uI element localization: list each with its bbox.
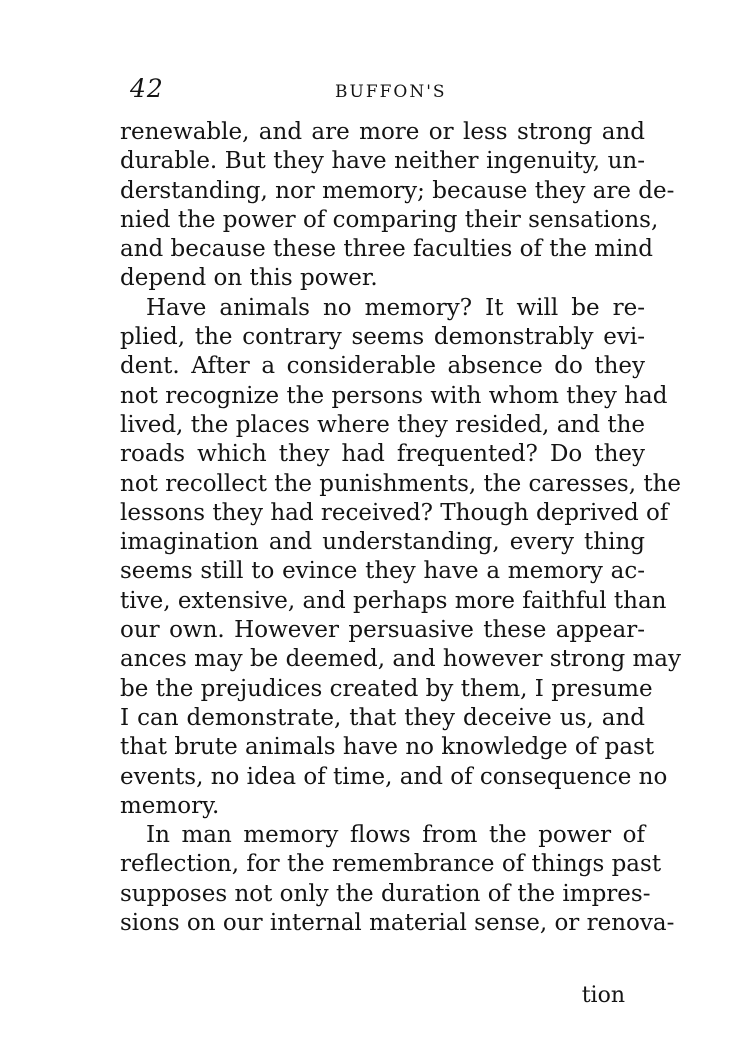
text-line: seems still to evince they have a memory ac- xyxy=(120,558,645,585)
text-line: durable. But they have neither ingenuity, un- xyxy=(120,148,645,175)
text-line: sions on our internal material sense, or renova- xyxy=(120,910,675,937)
text-line: nied the power of comparing their sensations, xyxy=(120,206,659,233)
text-line: imagination and understanding, every thing xyxy=(120,529,645,556)
running-head: BUFFON'S xyxy=(335,82,447,102)
text-line: I can demonstrate, that they deceive us, and xyxy=(120,704,645,731)
page-number: 42 xyxy=(130,74,164,103)
text-line: not recollect the punishments, the caresses, the xyxy=(120,470,681,497)
text-line: not recognize the persons with whom they had xyxy=(120,382,668,409)
text-line: our own. However persuasive these appear- xyxy=(120,617,645,644)
body-text xyxy=(120,118,681,938)
text-line: renewable, and are more or less strong and xyxy=(120,119,645,145)
text-line: In man memory flows from the power of xyxy=(146,822,645,849)
text-line: supposes not only the duration of the impres- xyxy=(120,880,651,907)
text-line: events, no idea of time, and of consequence no xyxy=(120,763,668,790)
text-line: dent. After a considerable absence do they xyxy=(120,353,645,380)
text-line: memory. xyxy=(120,792,220,819)
text-line: Have animals no memory? It will be re- xyxy=(146,294,645,321)
text-line: ances may be deemed, and however strong may xyxy=(120,646,681,673)
text-line: tive, extensive, and perhaps more faithful than xyxy=(120,587,667,614)
text-line: lessons they had received? Though deprived of xyxy=(120,499,669,526)
text-line: roads which they had frequented? Do they xyxy=(120,441,645,468)
text-line: derstanding, nor memory; because they are de- xyxy=(120,177,675,204)
page-header xyxy=(130,74,640,108)
text-line: reflection, for the remembrance of things past xyxy=(120,851,662,878)
text-line: depend on this power. xyxy=(120,265,378,292)
text-line: that brute animals have no knowledge of past xyxy=(120,734,655,761)
text-line: and because these three faculties of the mind xyxy=(120,236,653,263)
text-line: plied, the contrary seems demonstrably evi- xyxy=(120,324,645,351)
catchword: tion xyxy=(581,983,625,1008)
text-line: lived, the places where they resided, and the xyxy=(120,411,645,438)
text-line: be the prejudices created by them, I presume xyxy=(120,675,653,702)
